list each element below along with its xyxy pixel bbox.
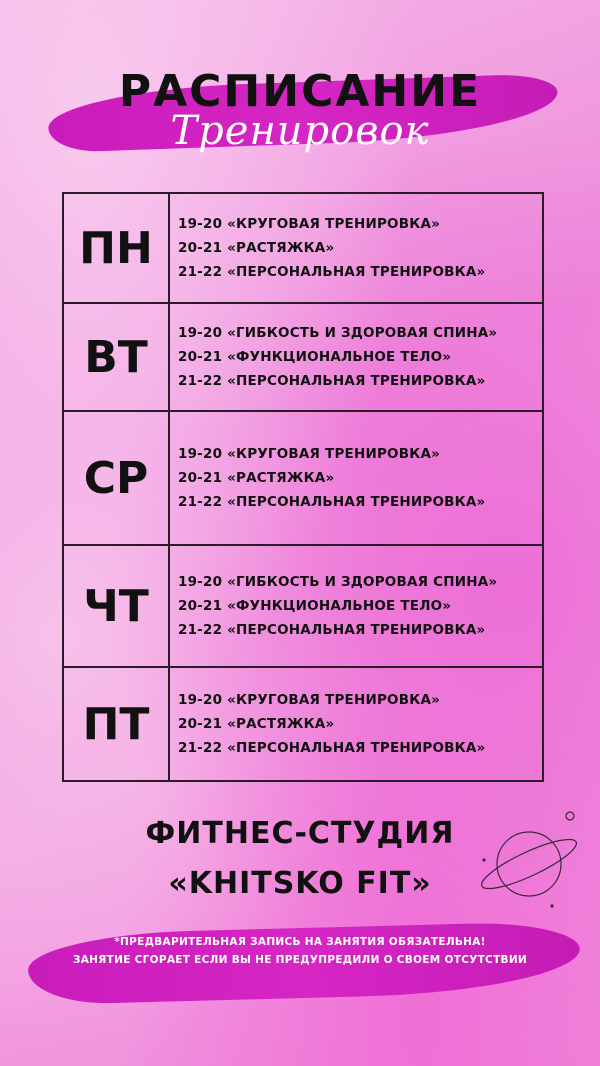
day-label: ПТ bbox=[64, 668, 170, 780]
day-label: СР bbox=[64, 412, 170, 544]
schedule-row-tue bbox=[64, 304, 542, 412]
class-item: 21-22 «ПЕРСОНАЛЬНАЯ ТРЕНИРОВКА» bbox=[178, 622, 486, 638]
schedule-table bbox=[62, 192, 544, 782]
cancellation-note: ЗАНЯТИЕ СГОРАЕТ ЕСЛИ ВЫ НЕ ПРЕДУПРЕДИЛИ О СВОЕМ ОТСУТСТВИИ bbox=[72, 954, 528, 966]
schedule-row-fri bbox=[64, 668, 542, 780]
class-list bbox=[170, 668, 542, 780]
class-item: 19-20 «КРУГОВАЯ ТРЕНИРОВКА» bbox=[178, 446, 441, 462]
class-list bbox=[170, 546, 542, 666]
day-label: ПН bbox=[64, 194, 170, 302]
class-item: 20-21 «ФУНКЦИОНАЛЬНОЕ ТЕЛО» bbox=[178, 349, 452, 365]
day-label: ЧТ bbox=[64, 546, 170, 666]
class-item: 21-22 «ПЕРСОНАЛЬНАЯ ТРЕНИРОВКА» bbox=[178, 373, 486, 389]
planet-icon bbox=[474, 806, 584, 916]
day-label: ВТ bbox=[64, 304, 170, 410]
class-item: 19-20 «ГИБКОСТЬ И ЗДОРОВАЯ СПИНА» bbox=[178, 325, 498, 341]
class-item: 21-22 «ПЕРСОНАЛЬНАЯ ТРЕНИРОВКА» bbox=[178, 264, 486, 280]
schedule-row-wed bbox=[64, 412, 542, 546]
class-item: 19-20 «КРУГОВАЯ ТРЕНИРОВКА» bbox=[178, 216, 441, 232]
studio-title: ФИТНЕС-СТУДИЯ bbox=[145, 816, 455, 851]
booking-note: *ПРЕДВАРИТЕЛЬНАЯ ЗАПИСЬ НА ЗАНЯТИЯ ОБЯЗАТЕЛЬНА! bbox=[114, 936, 486, 948]
class-list bbox=[170, 304, 542, 410]
class-item: 20-21 «РАСТЯЖКА» bbox=[178, 470, 335, 486]
class-item: 20-21 «ФУНКЦИОНАЛЬНОЕ ТЕЛО» bbox=[178, 598, 452, 614]
studio-name: «KHITSKO FIT» bbox=[168, 866, 432, 901]
class-item: 19-20 «КРУГОВАЯ ТРЕНИРОВКА» bbox=[178, 692, 441, 708]
class-item: 20-21 «РАСТЯЖКА» bbox=[178, 240, 335, 256]
page-subtitle: Тренировок bbox=[170, 108, 430, 154]
class-item: 20-21 «РАСТЯЖКА» bbox=[178, 716, 335, 732]
class-item: 21-22 «ПЕРСОНАЛЬНАЯ ТРЕНИРОВКА» bbox=[178, 740, 486, 756]
class-item: 21-22 «ПЕРСОНАЛЬНАЯ ТРЕНИРОВКА» bbox=[178, 494, 486, 510]
class-list bbox=[170, 194, 542, 302]
page-title: РАСПИСАНИЕ bbox=[118, 66, 482, 117]
schedule-row-thu bbox=[64, 546, 542, 668]
class-item: 19-20 «ГИБКОСТЬ И ЗДОРОВАЯ СПИНА» bbox=[178, 574, 498, 590]
class-list bbox=[170, 412, 542, 544]
schedule-row-mon bbox=[64, 194, 542, 304]
